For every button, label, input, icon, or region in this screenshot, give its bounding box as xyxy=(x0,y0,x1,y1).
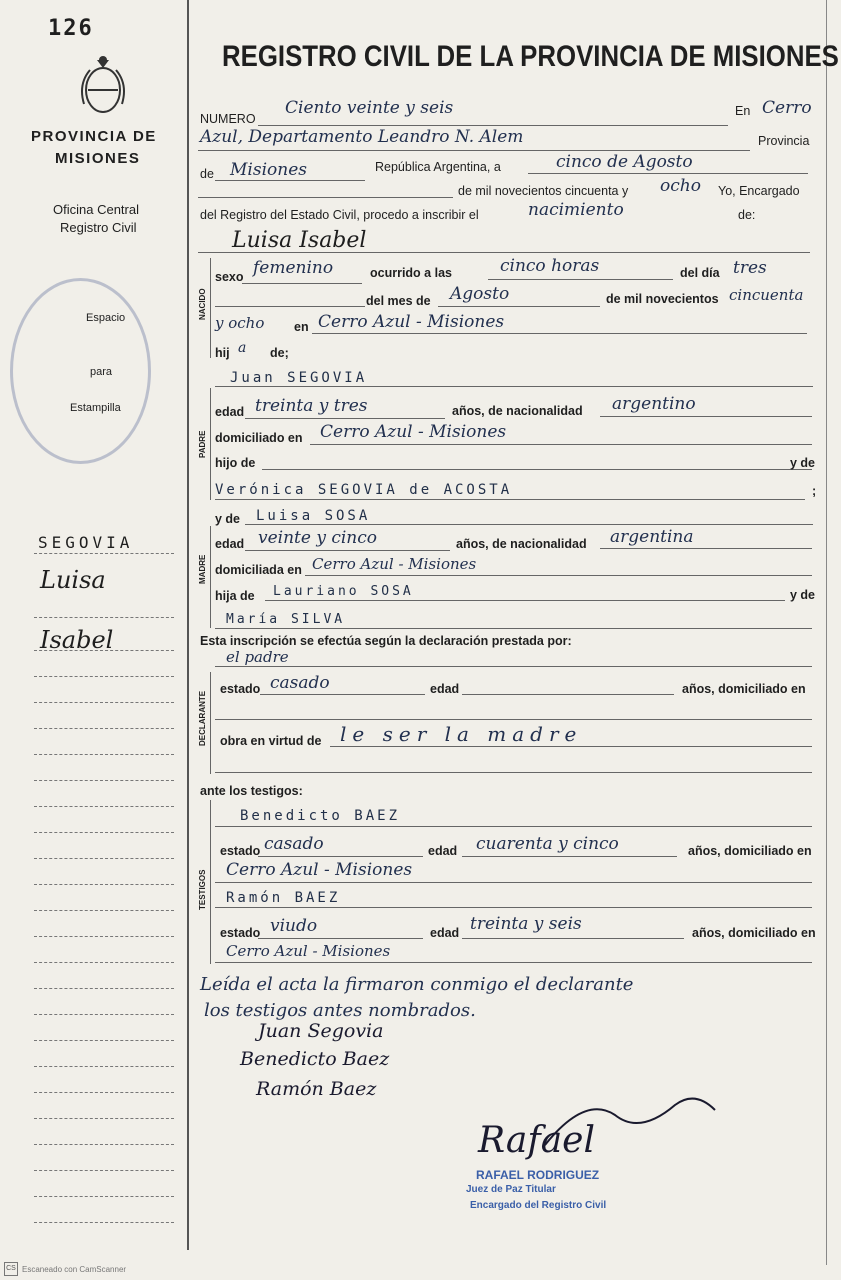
witness2-estado-label: estado xyxy=(220,926,261,940)
acto-value: nacimiento xyxy=(528,200,624,220)
field-line xyxy=(262,469,812,470)
paternal-grandmother-name: Verónica SEGOVIA de ACOSTA xyxy=(215,482,513,498)
sexo-label: sexo xyxy=(215,270,244,284)
official-stamp-line-3: Encargado del Registro Civil xyxy=(470,1200,607,1211)
section-bracket xyxy=(210,800,211,964)
padre-y-de-label: y de xyxy=(790,456,816,470)
madre-y-de-label: y de xyxy=(215,512,241,526)
witness2-name: Ramón BAEZ xyxy=(226,890,341,906)
padre-label: PADRE xyxy=(198,430,207,458)
field-line xyxy=(242,283,362,284)
en-label: En xyxy=(735,104,751,118)
declarante-vert-label: DECLARANTE xyxy=(198,690,207,746)
witness1-anios-label: años, domiciliado en xyxy=(688,844,812,858)
margin-line xyxy=(34,1014,174,1015)
padre-hijo-de-label: hijo de xyxy=(215,456,256,470)
testigos-intro: ante los testigos: xyxy=(200,784,303,798)
madre-y-de2-label: y de xyxy=(790,588,816,602)
mes-value: Agosto xyxy=(450,284,510,304)
republica-label: República Argentina, a xyxy=(375,160,501,174)
margin-surname: SEGOVIA xyxy=(38,533,134,552)
section-bracket xyxy=(210,672,211,774)
hijo-label: hij xyxy=(215,346,230,360)
section-bracket xyxy=(210,388,211,500)
year-value: ocho xyxy=(660,176,701,196)
office-line-2: Registro Civil xyxy=(60,220,137,235)
madre-domicilio-value: Cerro Azul - Misiones xyxy=(312,555,477,573)
field-line xyxy=(215,826,812,827)
closing-line-2: los testigos antes nombrados. xyxy=(204,1000,476,1021)
declarante-obra-value: le ser la madre xyxy=(340,722,583,746)
de-semicolon-label: de; xyxy=(270,346,289,360)
numero-label: NUMERO xyxy=(200,112,256,126)
margin-line xyxy=(34,1092,174,1093)
field-line xyxy=(258,125,728,126)
field-line xyxy=(245,524,813,525)
dia-label: del día xyxy=(680,266,720,280)
field-line xyxy=(215,666,812,667)
signature-father: Juan Segovia xyxy=(258,1020,384,1042)
field-line xyxy=(215,499,805,500)
margin-line xyxy=(34,910,174,911)
registro-label: del Registro del Estado Civil, procedo a inscribir el xyxy=(200,208,479,222)
field-line xyxy=(462,938,684,939)
margin-line xyxy=(34,617,174,618)
signature-official-flourish xyxy=(540,1090,730,1160)
madre-edad-value: veinte y cinco xyxy=(258,528,378,548)
date-value: cinco de Agosto xyxy=(556,152,693,172)
field-line xyxy=(330,746,812,747)
margin-line xyxy=(34,1118,174,1119)
signature-witness-2: Ramón Baez xyxy=(256,1078,377,1100)
provincia-label: Provincia xyxy=(758,134,810,148)
field-line xyxy=(528,173,808,174)
document-title: REGISTRO CIVIL DE LA PROVINCIA DE MISIONES xyxy=(222,40,839,73)
field-line xyxy=(245,418,445,419)
sexo-value: femenino xyxy=(253,258,334,278)
en2-label: en xyxy=(294,320,309,334)
padre-semicolon: ; xyxy=(812,484,817,498)
scanner-footer xyxy=(4,1262,126,1276)
field-line xyxy=(215,882,812,883)
margin-line xyxy=(34,1040,174,1041)
office-line-1: Oficina Central xyxy=(53,202,139,217)
margin-second-name: Isabel xyxy=(40,626,114,654)
declarante-value: el padre xyxy=(226,648,289,666)
province-line-1: PROVINCIA DE xyxy=(31,128,157,145)
field-line xyxy=(488,279,673,280)
margin-line xyxy=(34,884,174,885)
field-line xyxy=(462,856,677,857)
madre-hija-de-label: hija de xyxy=(215,589,255,603)
page-number: 126 xyxy=(48,16,94,41)
maternal-grandmother-name: María SILVA xyxy=(226,612,346,627)
en-value: Cerro xyxy=(762,98,812,118)
margin-line xyxy=(34,936,174,937)
padre-anios-label: años, de nacionalidad xyxy=(452,404,583,418)
right-edge xyxy=(826,0,827,1265)
field-line xyxy=(215,772,812,773)
scanner-text: Escaneado con CamScanner xyxy=(22,1264,127,1274)
margin-line xyxy=(34,1066,174,1067)
witness2-edad-value: treinta y seis xyxy=(470,914,582,934)
padre-edad-label: edad xyxy=(215,405,245,419)
field-line xyxy=(305,575,812,576)
section-bracket xyxy=(210,258,211,358)
declarante-anios-label: años, domiciliado en xyxy=(682,682,806,696)
location-value: Azul, Departamento Leandro N. Alem xyxy=(200,127,524,147)
margin-first-name: Luisa xyxy=(40,566,106,594)
field-line xyxy=(312,333,807,334)
padre-domicilio-value: Cerro Azul - Misiones xyxy=(320,422,507,442)
margin-line xyxy=(34,702,174,703)
signature-official: Rafael xyxy=(478,1120,595,1161)
declarante-obra-label: obra en virtud de xyxy=(220,734,322,748)
madre-domicilio-label: domiciliada en xyxy=(215,563,302,577)
year2b-value: y ocho xyxy=(215,314,265,332)
official-stamp-line-1: RAFAEL RODRIGUEZ xyxy=(476,1168,600,1182)
hijo-suffix: a xyxy=(238,340,247,356)
declarante-intro: Esta inscripción se efectúa según la declaración prestada por: xyxy=(200,634,572,648)
margin-line xyxy=(34,1222,174,1223)
witness2-domicilio-value: Cerro Azul - Misiones xyxy=(226,942,391,960)
margin-line xyxy=(34,676,174,677)
padre-edad-value: treinta y tres xyxy=(255,396,368,416)
field-line xyxy=(198,150,750,151)
witness2-anios-label: años, domiciliado en xyxy=(692,926,816,940)
witness1-domicilio-value: Cerro Azul - Misiones xyxy=(226,860,413,880)
mes-label: del mes de xyxy=(366,294,431,308)
de-label: de xyxy=(200,167,214,181)
field-line xyxy=(258,938,423,939)
ocurrido-label: ocurrido a las xyxy=(370,266,452,280)
margin-line xyxy=(34,1196,174,1197)
margin-line xyxy=(34,728,174,729)
field-line xyxy=(215,306,365,307)
field-line xyxy=(438,306,600,307)
column-divider xyxy=(187,0,189,1250)
margin-line xyxy=(34,988,174,989)
de2-label: de: xyxy=(738,208,756,222)
field-line xyxy=(260,694,425,695)
mil-label: de mil novecientos cincuenta y xyxy=(458,184,629,198)
field-line xyxy=(215,628,812,629)
madre-label: MADRE xyxy=(198,554,207,584)
mother-name: Luisa SOSA xyxy=(256,508,371,524)
padre-nacionalidad-value: argentino xyxy=(612,394,696,414)
lugar-value: Cerro Azul - Misiones xyxy=(318,312,505,332)
field-line xyxy=(215,962,812,963)
camscanner-icon: CS xyxy=(4,1262,18,1276)
margin-line xyxy=(34,754,174,755)
field-line xyxy=(310,444,812,445)
witness2-edad-label: edad xyxy=(430,926,460,940)
father-name: Juan SEGOVIA xyxy=(230,370,368,386)
madre-edad-label: edad xyxy=(215,537,245,551)
province-line-2: MISIONES xyxy=(55,150,141,167)
field-line xyxy=(215,907,812,908)
hora-value: cinco horas xyxy=(500,256,600,276)
stamp-space-label-3: Estampilla xyxy=(70,402,121,414)
margin-line xyxy=(34,553,174,554)
field-line xyxy=(600,548,812,549)
year2-value: cincuenta xyxy=(729,286,804,304)
field-line xyxy=(265,600,785,601)
margin-line xyxy=(34,832,174,833)
margin-line xyxy=(34,962,174,963)
maternal-grandfather-name: Lauriano SOSA xyxy=(273,584,414,599)
field-line xyxy=(198,197,453,198)
field-line xyxy=(600,416,812,417)
field-line xyxy=(215,386,813,387)
coat-of-arms-icon xyxy=(78,52,128,122)
section-bracket xyxy=(210,526,211,628)
margin-line xyxy=(34,780,174,781)
closing-line-1: Leída el acta la firmaron conmigo el declarante xyxy=(200,974,634,995)
witness2-estado-value: viudo xyxy=(270,916,318,936)
field-line xyxy=(462,694,674,695)
numero-value: Ciento veinte y seis xyxy=(285,98,454,118)
field-line xyxy=(198,252,810,253)
madre-anios-label: años, de nacionalidad xyxy=(456,537,587,551)
declarante-estado-label: estado xyxy=(220,682,261,696)
witness1-name: Benedicto BAEZ xyxy=(240,808,401,824)
padre-domicilio-label: domiciliado en xyxy=(215,431,303,445)
witness1-edad-label: edad xyxy=(428,844,458,858)
field-line xyxy=(245,550,450,551)
witness1-edad-value: cuarenta y cinco xyxy=(476,834,619,854)
margin-line xyxy=(34,1144,174,1145)
stamp-space-label-2: para xyxy=(90,366,113,378)
child-name: Luisa Isabel xyxy=(232,228,367,253)
revenue-stamp-seal xyxy=(10,278,151,464)
nacido-label: NACIDO xyxy=(198,288,207,320)
margin-line xyxy=(34,858,174,859)
field-line xyxy=(215,180,365,181)
official-stamp-line-2: Juez de Paz Titular xyxy=(466,1184,556,1195)
margin-line xyxy=(34,806,174,807)
declarante-estado-value: casado xyxy=(270,673,330,693)
margin-line xyxy=(34,650,174,651)
testigos-vert-label: TESTIGOS xyxy=(198,869,207,910)
field-line xyxy=(215,719,812,720)
dia-value: tres xyxy=(733,258,767,278)
witness1-estado-value: casado xyxy=(264,834,324,854)
encargado-label: Yo, Encargado xyxy=(718,184,800,198)
stamp-space-label-1: Espacio xyxy=(86,312,126,324)
mil2-label: de mil novecientos xyxy=(606,292,719,306)
madre-nacionalidad-value: argentina xyxy=(610,527,694,547)
margin-line xyxy=(34,1170,174,1171)
signature-witness-1: Benedicto Baez xyxy=(240,1048,390,1070)
provincia-value: Misiones xyxy=(230,160,307,180)
declarante-edad-label: edad xyxy=(430,682,460,696)
field-line xyxy=(258,856,423,857)
witness1-estado-label: estado xyxy=(220,844,261,858)
